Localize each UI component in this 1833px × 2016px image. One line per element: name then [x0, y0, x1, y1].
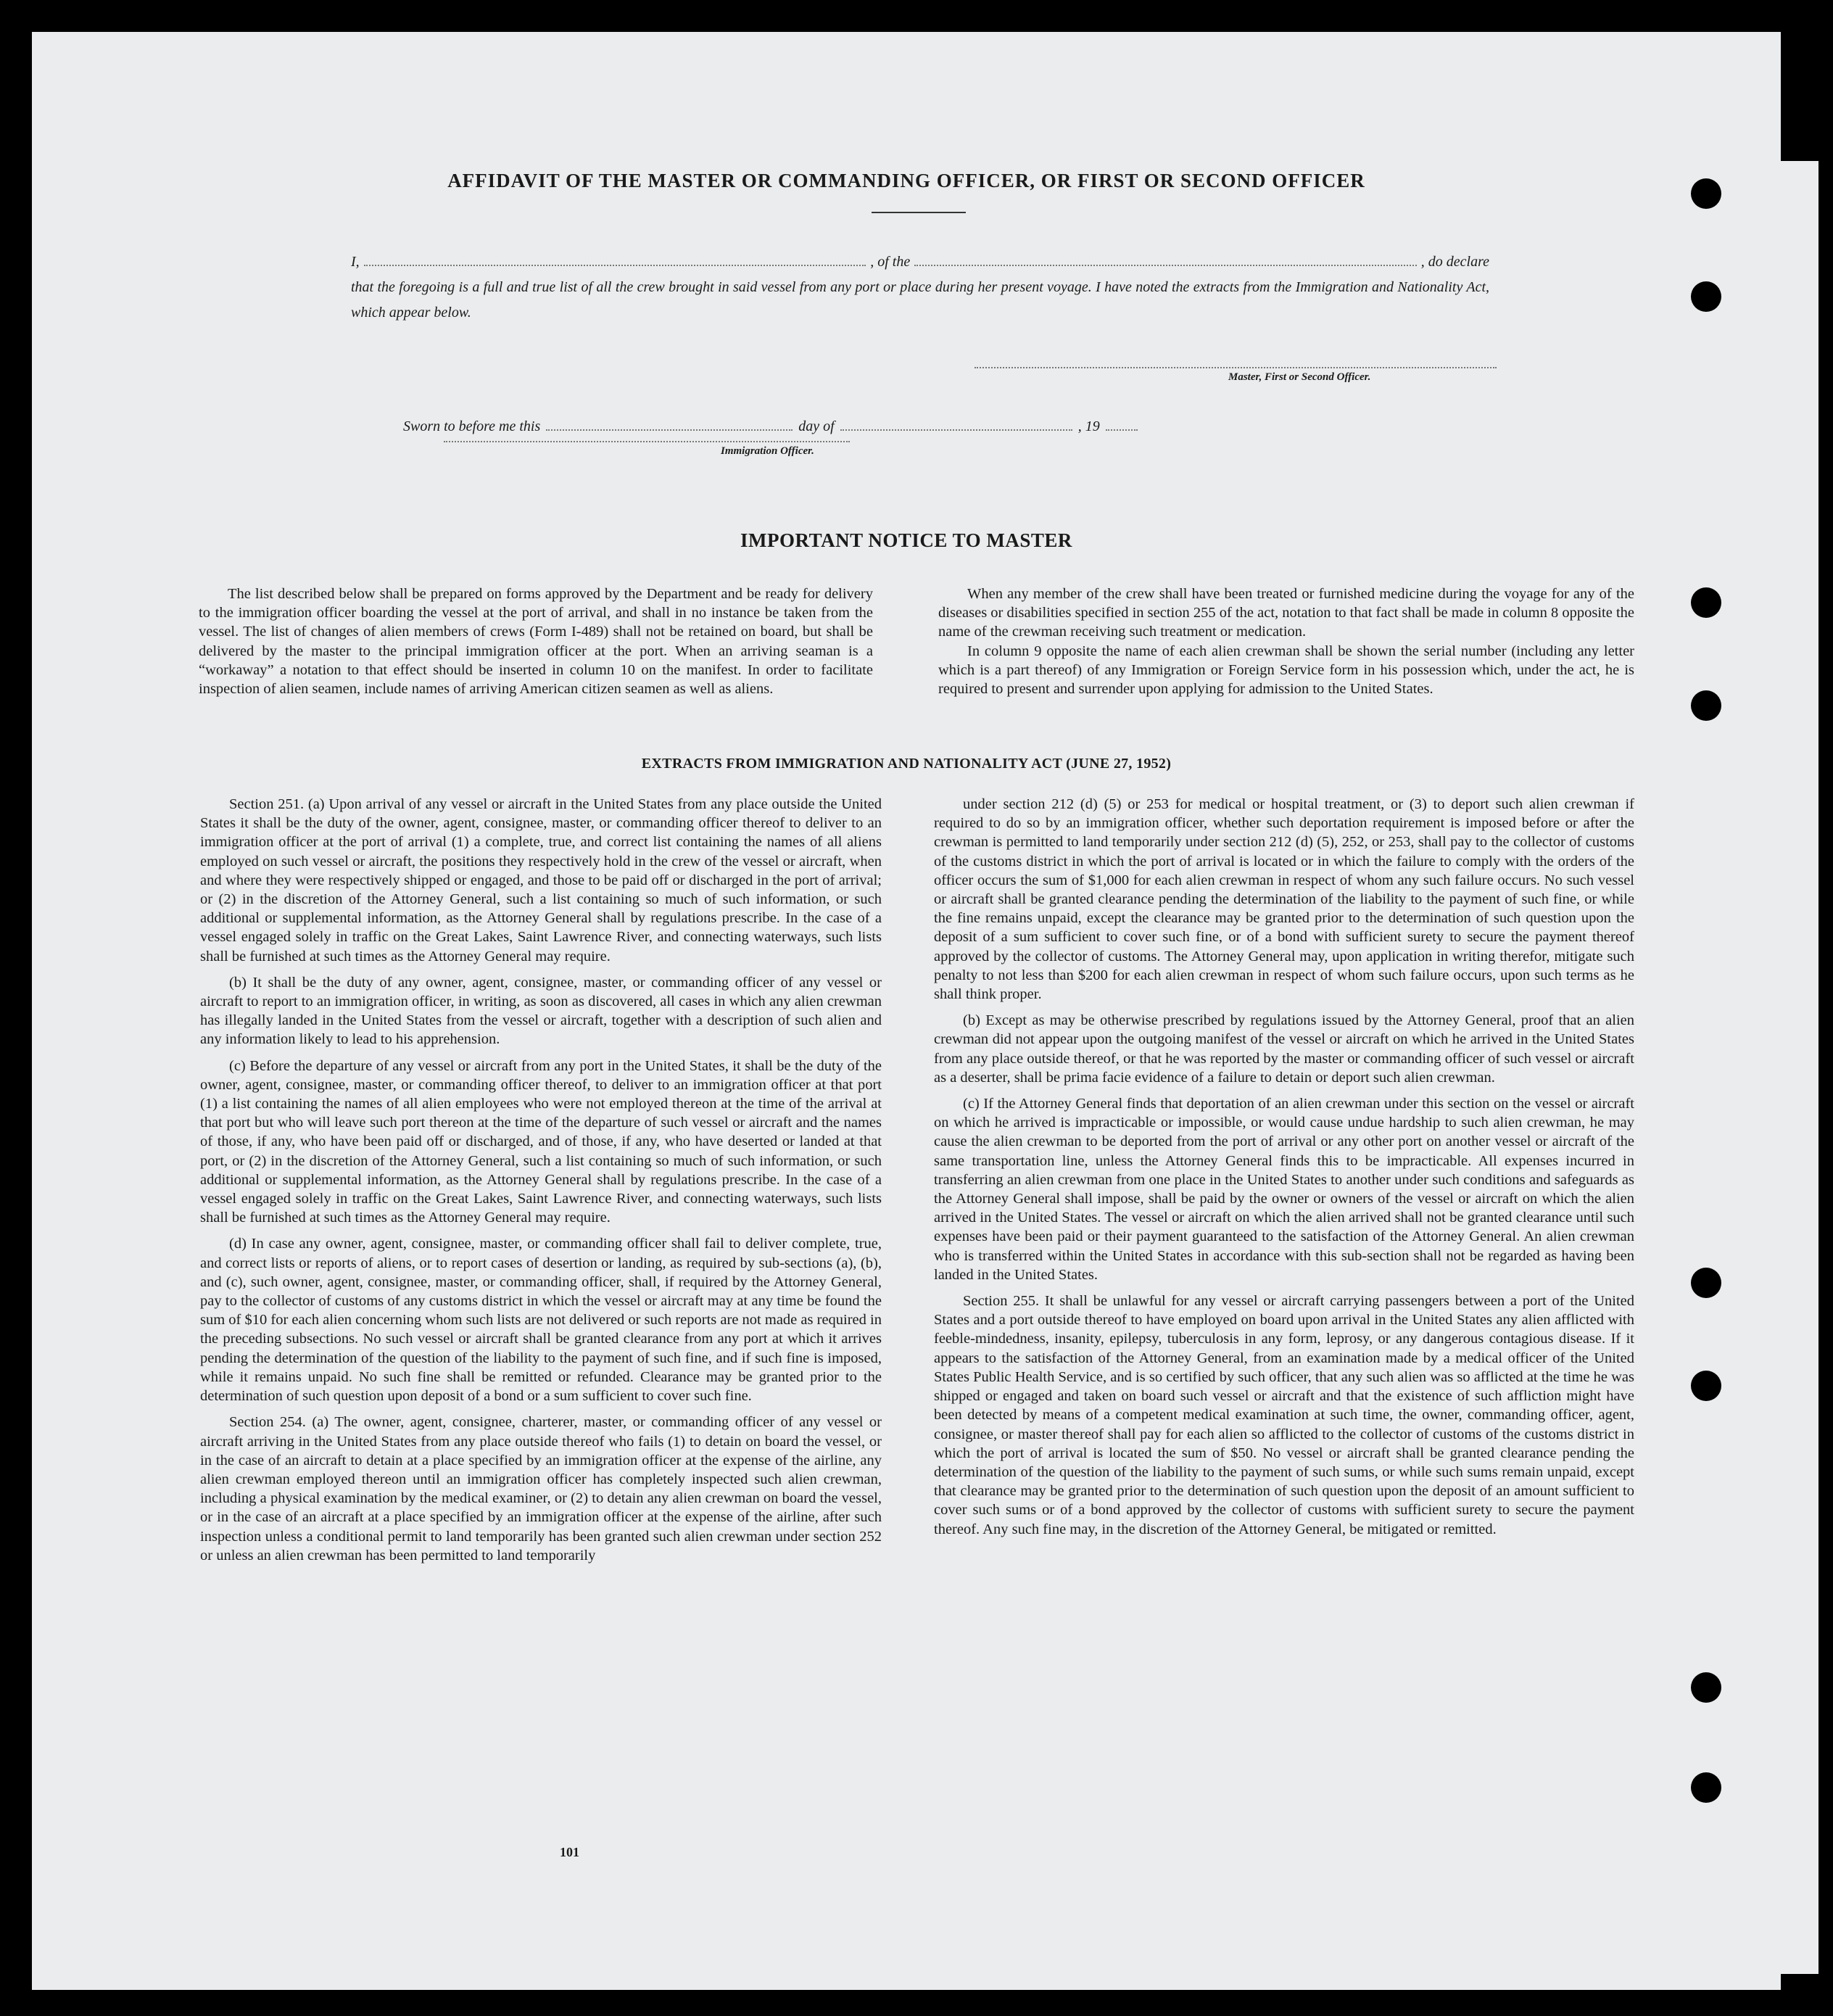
do-declare-label: , do declare	[1420, 254, 1489, 270]
notice-right-paragraph: In column 9 opposite the name of each alien crewman shall be shown the serial number (including any letter which is a part thereof) of any Immigration or Foreign Service form in his possession which, under the act, he is required to present and surrender upon applying for admission to the United States.	[938, 643, 1634, 698]
immigration-officer-signature-line[interactable]	[444, 441, 850, 442]
binder-tab-strip	[1781, 161, 1818, 1974]
form-page	[32, 32, 1781, 1990]
section-254a-continued: under section 212 (d) (5) or 253 for medical or hospital treatment, or (3) to deport such alien crewman if required to do so by an immigration officer, whether such deportation requirement is imposed before or after the crewman is permitted to land temporarily under section 212 (d) (5), 252, or 253, shall pay to the collector of customs of the customs district in which the port of arrival is located or in which the failure to comply with the orders of the officer occurs the sum of $1,000 for each alien crewman in respect of whom any such failure occurs. No such vessel or aircraft shall be granted clearance pending the determination of the liability to the payment of such fine, or while the fine remains unpaid, except the clearance may be granted prior to the determination of such question upon the deposit of a sum sufficient to cover such fine, or of a bond with sufficient surety to secure the payment thereof approved by the collector of customs. The Attorney General may, upon application in writing therefor, mitigate such penalty to not less than $200 for each alien crewman in respect of whom such failure occurs, upon such terms as he shall think proper.	[934, 796, 1634, 1003]
page-mark: 101	[560, 1845, 579, 1859]
punch-hole	[1691, 1268, 1721, 1298]
section-251d: (d) In case any owner, agent, consignee, master, or commanding officer shall fail to deliver complete, true, and correct lists or reports of aliens, or to report cases of desertion or landing, as required by sub-sections (a), (b), and (c), such owner, agent, consignee, master, or commanding officer, shall, if required by the Attorney General, pay to the collector of customs of any customs district in which the vessel or aircraft may at any time be found the sum of $10 for each alien concerning whom such lists are not delivered or such reports are not made as required in the preceding subsections. No such vessel or aircraft shall be granted clearance from any port at which it arrives pending the determination of the question of the liability to the payment of such fine, and if such fine is imposed, while it remains unpaid. No such fine shall be remitted or refunded. Clearance may be granted prior to the determination of such question upon deposit of a bond or a sum sufficient to cover such fine.	[200, 1236, 882, 1405]
title-underline	[872, 212, 966, 213]
master-caption: Master, First or Second Officer.	[1228, 371, 1371, 383]
day-of-label: day of	[798, 418, 835, 434]
vessel-name-field[interactable]	[914, 252, 1417, 266]
punch-hole	[1691, 178, 1721, 209]
notice-right-paragraph: When any member of the crew shall have been treated or furnished medicine during the voyage for any of the diseases or disabilities specified in section 255 of the act, notation to that fact shall be made in column 8 opposite the name of the crewman receiving such treatment or medication.	[938, 586, 1634, 640]
of-the-label: , of the	[870, 254, 911, 270]
notice-left-paragraph: The list described below shall be prepared on forms approved by the Department and be ready for delivery to the immigration officer boarding the vessel at the port of arrival, and shall in no instance be taken from the vessel. The list of changes of alien members of crews (Form I-489) shall not be retained on board, but shall be delivered by the master to the principal immigration officer at the port. When an arriving seaman is a “workaway” a notation to that effect should be inserted in column 10 on the manifest. In order to facilitate inspection of alien seamen, include names of arriving American citizen seamen as well as aliens.	[199, 586, 873, 698]
punch-hole	[1691, 1371, 1721, 1401]
sworn-label: Sworn to before me this	[403, 418, 541, 434]
punch-hole	[1691, 587, 1721, 618]
notice-title: IMPORTANT NOTICE TO MASTER	[740, 529, 1072, 551]
extracts-left-column	[200, 795, 882, 1572]
sworn-month-field[interactable]	[840, 418, 1072, 431]
section-255: Section 255. It shall be unlawful for any vessel or aircraft carrying passengers between a port of the United States and a port outside thereof to have employed on board upon arrival in the United States any alien afflicted with feeble-mindedness, insanity, epilepsy, tuberculosis in any form, leprosy, or any dangerous contagious disease. If it appears to the satisfaction of the Attorney General, from an examination made by a medical officer of the United States Public Health Service, and is so certified by such officer, that any such alien was so afflicted at the time he was shipped or engaged and taken on board such vessel or aircraft and that the existence of such affliction might have been detected by means of a competent medical examination at such time, the owner, commanding officer, agent, consignee, or master thereof shall pay for each alien so afflicted to the collector of customs of the customs district in which the port of arrival is located the sum of $50. No vessel or aircraft shall be granted clearance pending the determination of the question of the liability to the payment of such sums, or while such sums remain unpaid, except that clearance may be granted prior to the determination of such question upon the deposit of an amount sufficient to cover such sums or of a bond approved by the collector of customs with sufficient surety to secure the payment thereof. Any such fine may, in the discretion of the Attorney General, be mitigated or remitted.	[934, 1293, 1634, 1537]
extracts-right-column	[934, 795, 1634, 1546]
sworn-row	[403, 418, 1201, 435]
section-254b: (b) Except as may be otherwise prescribed by regulations issued by the Attorney General, proof that an alien crewman did not appear upon the outgoing manifest of the vessel or aircraft on which he arrived in the United States from any place outside thereof, or that he was reported by the master or commanding officer of such vessel or aircraft as a deserter, shall be prima facie evidence of a failure to detain or deport such alien crewman.	[934, 1012, 1634, 1086]
year-label: , 19	[1077, 418, 1100, 434]
punch-hole	[1691, 690, 1721, 721]
extracts-title: EXTRACTS FROM IMMIGRATION AND NATIONALITY ACT (JUNE 27, 1952)	[641, 756, 1172, 772]
master-signature-line[interactable]	[975, 367, 1497, 368]
sworn-year-field[interactable]	[1106, 418, 1138, 431]
section-254c: (c) If the Attorney General finds that deportation of an alien crewman under this section on the vessel or aircraft on which he arrived is impracticable or impossible, or would cause undue hardship to such alien crewman, he may cause the alien crewman to be deported from the port of arrival or any other port on another vessel or aircraft of the same transportation line, unless the Attorney General finds this to be impracticable. All expenses incurred in transferring an alien crewman from one place in the United States to another under such conditions and safeguards as the Attorney General shall impose, shall be paid by the owner or owners of the vessel or aircraft on which the alien arrived in the United States. The vessel or aircraft on which the alien arrived shall not be granted clearance until such expenses have been paid or their payment guaranteed to the satisfaction of the Attorney General. An alien crewman who is transferred within the United States in accordance with this sub-section shall not be regarded as having been landed in the United States.	[934, 1096, 1634, 1283]
notice-right-column	[938, 584, 1634, 698]
section-254a: Section 254. (a) The owner, agent, consignee, charterer, master, or commanding officer of any vessel or aircraft arriving in the United States from any place outside thereof who fails (1) to detain on board the vessel, or in the case of an aircraft to detain at a place specified by an immigration officer at the expense of the airline, any alien crewman employed thereon until an immigration officer has completely inspected such alien crewman, including a physical examination by the medical examiner, or (2) to detain any alien crewman on board the vessel, or in the case of an aircraft at a place specified by an immigration officer at the expense of the airline, after such inspection unless a conditional permit to land temporarily has been granted such alien crewman under section 252 or unless an alien crewman has been permitted to land temporarily	[200, 1414, 882, 1563]
punch-hole	[1691, 1672, 1721, 1703]
notice-left-column	[199, 584, 873, 698]
sworn-day-field[interactable]	[546, 418, 793, 431]
section-251b: (b) It shall be the duty of any owner, agent, consignee, master, or commanding officer of any vessel or aircraft to report to an immigration officer, in writing, as soon as discovered, all cases in which any alien crewman has illegally landed in the United States from the vessel or aircraft, together with a description of such alien and any information likely to lead to his apprehension.	[200, 974, 882, 1048]
i-label: I,	[351, 254, 360, 270]
declarant-row	[351, 249, 1489, 275]
officer-caption: Immigration Officer.	[721, 445, 814, 457]
section-251a: Section 251. (a) Upon arrival of any vessel or aircraft in the United States from any place outside the United States it shall be the duty of the owner, agent, consignee, master, or commanding officer thereof to deliver to an immigration officer at the port of arrival (1) a complete, true, and correct list containing the names of all aliens employed on such vessel or aircraft, the positions they respectively hold in the crew of the vessel or aircraft, when and where they were respectively shipped or engaged, and those to be paid off or discharged in the port of arrival; or (2) in the discretion of the Attorney General, such a list containing so much of such information, or such additional or supplemental information, as the Attorney General shall by regulations prescribe. In the case of a vessel engaged solely in traffic on the Great Lakes, Saint Lawrence River, and connecting waterways, such lists shall be furnished at such times as the Attorney General may require.	[200, 796, 882, 964]
section-251c: (c) Before the departure of any vessel or aircraft from any port in the United States, it shall be the duty of the owner, agent, consignee, master, or commanding officer thereof, to deliver to an immigration officer at that port (1) a list containing the names of all alien employees who were not employed thereon at the time of the arrival at that port but who will leave such port thereon at the time of the departure of such vessel or aircraft and the names of those, if any, who have been paid off or discharged, and of those, if any, who have deserted or landed at that port, or (2) in the discretion of the Attorney General, such a list containing so much of such information, or such additional or supplemental information, as the Attorney General shall by regulations prescribe. In the case of a vessel engaged solely in traffic on the Great Lakes, Saint Lawrence River, and connecting waterways, such lists shall be furnished at such times as the Attorney General may require.	[200, 1057, 882, 1226]
declaration-text: that the foregoing is a full and true list of all the crew brought in said vessel from any port or place during her present voyage. I have noted the extracts from the Immigration and Nationality Act, which appear below.	[351, 279, 1489, 321]
punch-hole	[1691, 281, 1721, 312]
affidavit-declaration	[351, 249, 1489, 326]
declarant-name-field[interactable]	[364, 252, 866, 266]
affidavit-title: AFFIDAVIT OF THE MASTER OR COMMANDING OFFICER, OR FIRST OR SECOND OFFICER	[447, 170, 1365, 191]
punch-hole	[1691, 1772, 1721, 1803]
